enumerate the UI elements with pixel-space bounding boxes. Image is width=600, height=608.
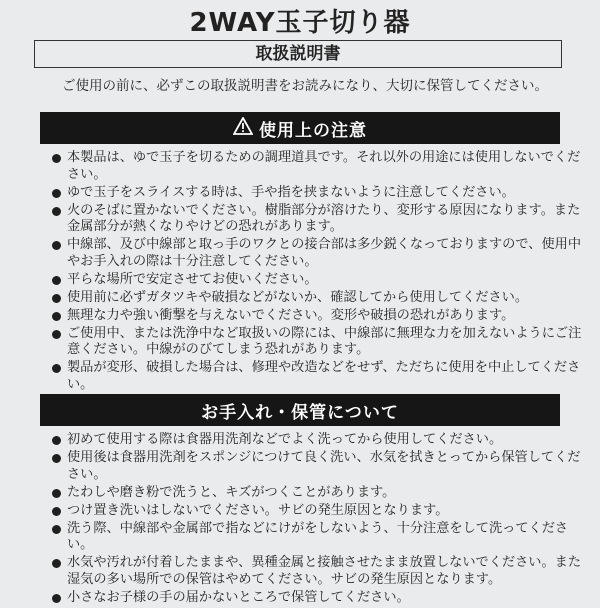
list-item: 中線部、及び中線部と取っ手のワクとの接合部は多少鋭くなっておりますので、使用中やお手入れの際は十分注意してください。 bbox=[52, 237, 582, 270]
list-item: 無理な力や強い衝撃を与えないでください。変形や破損の恐れがあります。 bbox=[52, 308, 582, 325]
list-item: たわしや磨き粉で洗うと、キズがつくことがあります。 bbox=[52, 485, 582, 502]
bullet-icon bbox=[52, 276, 61, 285]
list-item: 使用後は食器用洗剤をスポンジにつけて良く洗い、水気を拭きとってから保管してください。 bbox=[52, 450, 582, 483]
bullet-icon bbox=[52, 330, 61, 339]
intro-text: ご使用の前に、必ずこの取扱説明書をお読みになり、大切に保管してください。 bbox=[62, 78, 548, 94]
list-item: 本製品は、ゆで玉子を切るための調理道具です。それ以外の用途には使用しないでください。 bbox=[52, 150, 582, 183]
list-item: 初めて使用する際は食器用洗剤などでよく洗ってから使用してください。 bbox=[52, 432, 582, 449]
list-item: つけ置き洗いはしないでください。サビの発生原因となります。 bbox=[52, 503, 582, 520]
section-heading: お手入れ・保管について bbox=[201, 402, 399, 423]
section-banner-care-storage bbox=[40, 394, 560, 426]
bullet-icon bbox=[52, 189, 61, 198]
bullet-icon bbox=[52, 241, 61, 250]
list-item: 小さなお子様の手の届かないところで保管してください。 bbox=[52, 590, 582, 607]
bullet-icon bbox=[52, 312, 61, 321]
bullet-icon bbox=[52, 454, 61, 463]
list-item: ゆで玉子をスライスする時は、手や指を挟まないように注意してください。 bbox=[52, 185, 582, 202]
bullet-icon bbox=[52, 294, 61, 303]
section-banner-usage-cautions bbox=[40, 112, 560, 144]
list-item: 水気や汚れが付着したままや、異種金属と接触させたまま放置しないでください。また湿気の多い場所での保管はやめてください。サビの発生原因となります。 bbox=[52, 555, 582, 588]
product-title: 2WAY玉子切り器 bbox=[189, 8, 411, 38]
bullet-icon bbox=[52, 154, 61, 163]
bullet-icon bbox=[52, 525, 61, 534]
bullet-icon bbox=[52, 436, 61, 445]
bullet-icon bbox=[52, 207, 61, 216]
section-heading: 使用上の注意 bbox=[259, 120, 367, 141]
bullet-icon bbox=[52, 594, 61, 603]
list-item: 製品が変形、破損した場合は、修理や改造などをせず、ただちに使用を中止してください。 bbox=[52, 360, 582, 393]
care-storage-list bbox=[52, 432, 582, 608]
usage-cautions-list bbox=[52, 150, 582, 395]
warning-triangle-icon bbox=[233, 117, 253, 140]
list-item: 使用前に必ずガタツキや破損などがないか、確認してから使用してください。 bbox=[52, 290, 582, 307]
bullet-icon bbox=[52, 364, 61, 373]
bullet-icon bbox=[52, 507, 61, 516]
bullet-icon bbox=[52, 559, 61, 568]
list-item: 洗う際、中線部や金属部で指などにけがをしないよう、十分注意をして洗ってください。 bbox=[52, 521, 582, 554]
bullet-icon bbox=[52, 489, 61, 498]
list-item: ご使用中、または洗浄中など取扱いの際には、中線部に無理な力を加えないようにご注意ください。中線がのびてしまう恐れがあります。 bbox=[52, 326, 582, 359]
manual-heading: 取扱説明書 bbox=[34, 40, 562, 68]
list-item: 平らな場所で安定させてお使いください。 bbox=[52, 272, 582, 289]
list-item: 火のそばに置かないでください。樹脂部分が溶けたり、変形する原因になります。また金属部分が熱くなりやけどの恐れがあります。 bbox=[52, 203, 582, 236]
